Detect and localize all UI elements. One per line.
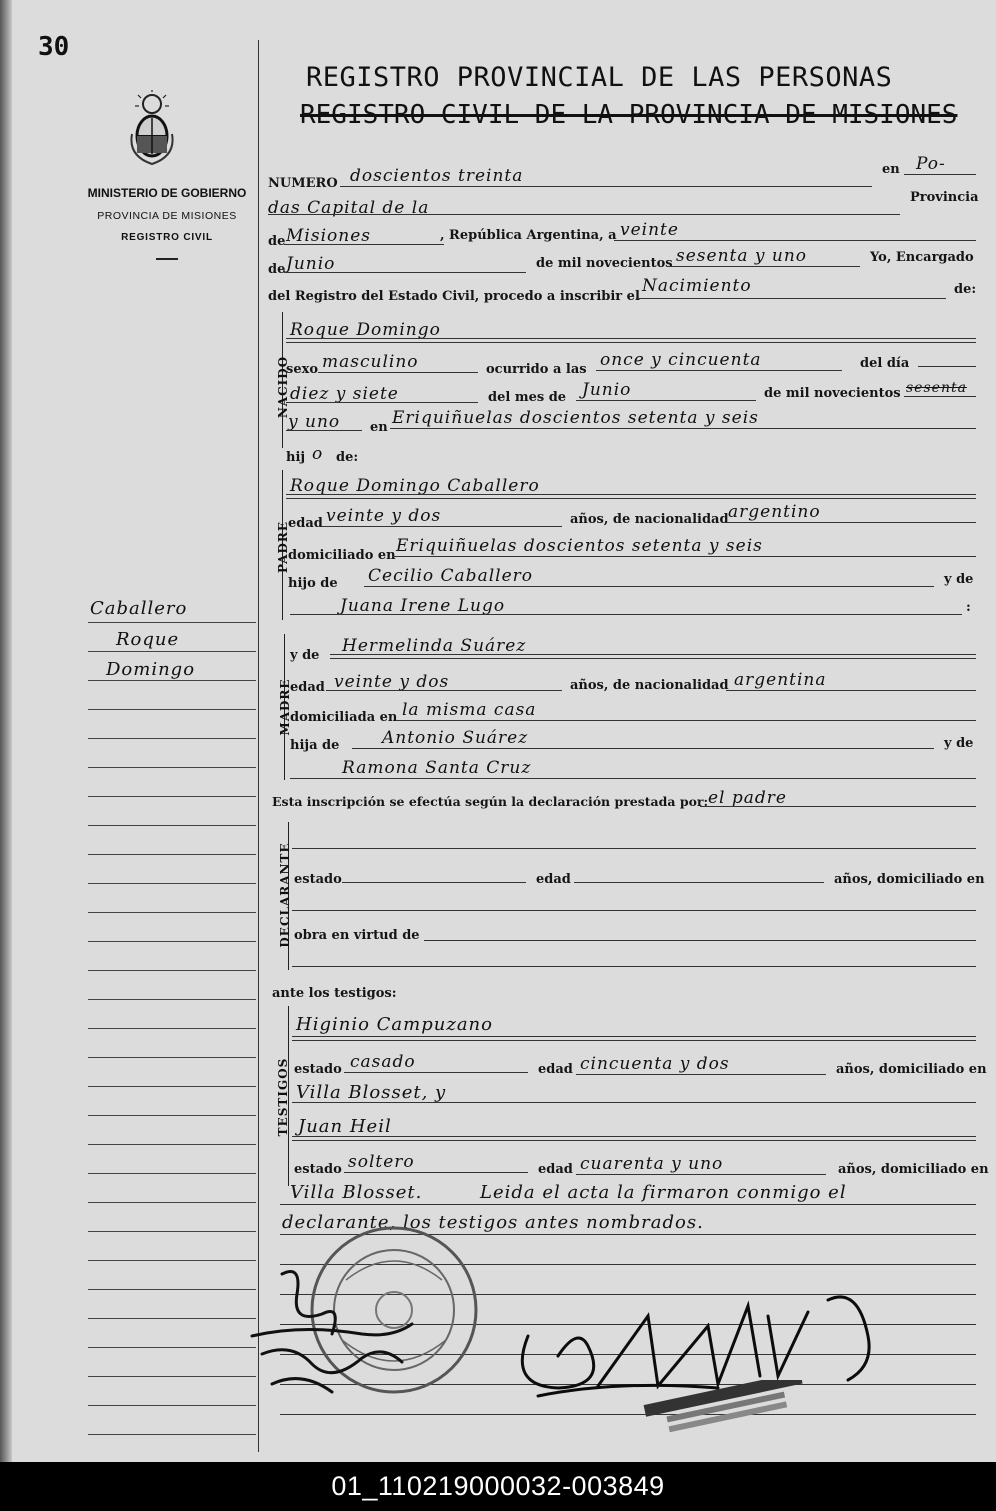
- ministry-name: MINISTERIO DE GOBIERNO: [87, 186, 247, 200]
- birth-year-line: [904, 396, 976, 397]
- margin-ledger-line: [88, 912, 256, 913]
- father-name-line2: [286, 498, 976, 499]
- sexo-label: sexo: [286, 362, 319, 377]
- year-line: [670, 266, 860, 267]
- coat-of-arms-icon: [126, 90, 178, 170]
- mother-name-line: [330, 654, 976, 655]
- hijo-de-label: de:: [336, 450, 359, 465]
- encargado-label: Yo, Encargado: [870, 250, 974, 265]
- closing-text: Leida el acta la firmaron conmigo el: [480, 1182, 847, 1203]
- child-name: Roque Domingo: [290, 320, 441, 340]
- child-name-line: [286, 338, 976, 339]
- margin-ledger-line: [88, 709, 256, 710]
- month-value: Junio: [286, 254, 336, 274]
- maternal-grandfather-line: [352, 748, 934, 749]
- margin-ledger-line: [88, 1173, 256, 1174]
- witness1-estado-label: estado: [294, 1062, 342, 1077]
- margin-ledger-line: [88, 767, 256, 768]
- child-name-line2: [286, 342, 976, 343]
- declarante-extra-line: [292, 966, 976, 967]
- margin-ledger-line: [88, 854, 256, 855]
- birth-month-line: [576, 400, 756, 401]
- father-domicilio-line: [392, 556, 976, 557]
- ministry-divider: [156, 258, 178, 260]
- father-nac-line: [722, 522, 976, 523]
- witness2-edad-line: [576, 1174, 826, 1175]
- act-value: Nacimiento: [642, 276, 752, 296]
- margin-ledger-line: [88, 680, 256, 681]
- margin-ledger-line: [88, 1086, 256, 1087]
- witness1-domicilio-line: [292, 1102, 976, 1103]
- mother-y-de-label2: y de: [944, 736, 974, 751]
- book-spine: [0, 0, 12, 1462]
- margin-ledger-line: [88, 651, 256, 652]
- registry-title: REGISTRO PROVINCIAL DE LAS PERSONAS: [306, 62, 893, 93]
- marginal-firstname: Roque: [116, 629, 180, 650]
- numero-line: [340, 186, 872, 187]
- margin-ledger-line: [88, 1347, 256, 1348]
- witness2-estado: soltero: [348, 1152, 415, 1172]
- witness2-edad-label: edad: [538, 1162, 573, 1177]
- marginal-surname: Caballero: [90, 598, 188, 619]
- provincia-label: Provincia: [910, 190, 979, 205]
- margin-ledger-line: [88, 1434, 256, 1435]
- margin-ledger-line: [88, 1144, 256, 1145]
- margin-ledger-line: [88, 1057, 256, 1058]
- declarante-edad-label: edad: [536, 872, 571, 887]
- declarante-section-label: DECLARANTE: [278, 842, 292, 948]
- father-y-de-label: y de: [944, 572, 974, 587]
- mother-y-de-label: y de: [290, 648, 320, 663]
- declaracion-line: [700, 806, 976, 807]
- padre-section-label: PADRE: [276, 521, 290, 573]
- mother-nac-value: argentina: [734, 670, 827, 690]
- mother-hija-de-label: hija de: [290, 738, 340, 753]
- father-edad-value: veinte y dos: [326, 506, 442, 526]
- testigos-section-label: TESTIGOS: [276, 1057, 290, 1137]
- birthplace-label: en: [370, 420, 388, 435]
- witness2-name-line: [292, 1136, 976, 1137]
- mother-edad-label: edad: [290, 680, 325, 695]
- sexo-value: masculino: [322, 352, 419, 372]
- nacido-section-label: NACIDO: [276, 355, 290, 419]
- declaracion-value: el padre: [708, 788, 787, 808]
- page-number: 30: [38, 32, 70, 62]
- mother-domicilio-line: [396, 720, 976, 721]
- margin-ledger-line: [88, 1376, 256, 1377]
- witness2-edad: cuarenta y uno: [580, 1154, 724, 1174]
- witness2-estado-line: [344, 1172, 528, 1173]
- numero-label: NUMERO: [268, 176, 338, 191]
- year-value: sesenta y uno: [676, 246, 808, 266]
- hijo-suffix: o: [312, 444, 324, 464]
- witness2-name: Juan Heil: [298, 1116, 392, 1137]
- sexo-line: [318, 372, 478, 373]
- witness2-domicilio-label: años, domiciliado en: [838, 1162, 989, 1177]
- father-hijo-de-label: hijo de: [288, 576, 338, 591]
- margin-ledger-line: [88, 1260, 256, 1261]
- declarante-domicilio-line: [292, 910, 976, 911]
- mother-domicilio-label: domiciliada en: [290, 710, 398, 725]
- margin-ledger-line: [88, 1115, 256, 1116]
- en-line: [904, 174, 976, 175]
- witness1-edad-label: edad: [538, 1062, 573, 1077]
- birth-day-line: [286, 402, 478, 403]
- father-domicilio-label: domiciliado en: [288, 548, 396, 563]
- margin-ledger-line: [88, 622, 256, 623]
- mother-nac-line: [726, 690, 976, 691]
- office-name: REGISTRO CIVIL: [121, 232, 213, 243]
- witness2-estado-label: estado: [294, 1162, 342, 1177]
- registrar-stamp-icon: [636, 1380, 816, 1436]
- birth-year-struck: sesenta: [906, 380, 967, 396]
- maternal-grandmother: Ramona Santa Cruz: [342, 758, 532, 778]
- closing-line: [280, 1204, 976, 1205]
- margin-ledger-line: [88, 999, 256, 1000]
- hijo-label: hij: [286, 450, 306, 465]
- declaracion-label: Esta inscripción se efectúa según la declaración prestada por:: [272, 794, 709, 809]
- mother-nac-label: años, de nacionalidad: [570, 678, 729, 693]
- struck-registry-title: REGISTRO CIVIL DE LA PROVINCIA DE MISIONES: [300, 100, 958, 130]
- day-of-line: [918, 366, 976, 367]
- de-label: de: [268, 234, 286, 249]
- mother-domicilio-value: la misma casa: [402, 700, 537, 720]
- province-name: PROVINCIA DE MISIONES: [97, 210, 237, 222]
- paternal-grandmother: Juana Irene Lugo: [340, 596, 506, 616]
- act-line: [636, 298, 946, 299]
- numero-value: doscientos treinta: [350, 166, 524, 186]
- birth-year-label: de mil novecientos: [764, 386, 901, 401]
- father-nac-label: años, de nacionalidad: [570, 512, 729, 527]
- day-of-label: del día: [860, 356, 910, 371]
- margin-ledger-line: [88, 1405, 256, 1406]
- mother-name-line2: [330, 658, 976, 659]
- birth-year-value: y uno: [288, 412, 341, 432]
- province-value: Misiones: [286, 226, 371, 246]
- testigos-intro-label: ante los testigos:: [272, 986, 397, 1001]
- declarante-name-line: [292, 848, 976, 849]
- margin-ledger-line: [88, 1318, 256, 1319]
- margin-ledger-line: [88, 738, 256, 739]
- witness2-domicilio: Villa Blosset.: [290, 1182, 423, 1203]
- en-label: en: [882, 162, 900, 177]
- city-line: [268, 214, 900, 215]
- witness1-estado-line: [344, 1072, 528, 1073]
- paternal-grandmother-line: [290, 614, 962, 615]
- mother-edad-line: [326, 690, 562, 691]
- father-nac-value: argentino: [728, 502, 821, 522]
- margin-separator: [258, 40, 259, 1452]
- father-name: Roque Domingo Caballero: [290, 476, 540, 496]
- witness1-edad: cincuenta y dos: [580, 1054, 730, 1074]
- month-line: [284, 272, 526, 273]
- scan-footer-id: 01_110219000032-003849: [0, 1462, 996, 1511]
- de-colon-label: de:: [954, 282, 977, 297]
- declarante-obra-label: obra en virtud de: [294, 928, 420, 943]
- hour-line: [596, 370, 842, 371]
- month-label: de: [268, 262, 286, 277]
- mother-edad-value: veinte y dos: [334, 672, 450, 692]
- father-edad-line: [322, 526, 562, 527]
- birth-year-value-line: [286, 430, 362, 431]
- declarante-domicilio-label: años, domiciliado en: [834, 872, 985, 887]
- witness-signature-icon: [242, 1254, 442, 1414]
- registro-label: del Registro del Estado Civil, procedo a inscribir el: [268, 289, 640, 304]
- hour-value: once y cincuenta: [600, 350, 762, 370]
- republica-label: , República Argentina, a: [440, 228, 617, 243]
- day-value: veinte: [620, 220, 679, 240]
- witness1-edad-line: [576, 1074, 826, 1075]
- en-value: Po-: [916, 154, 946, 174]
- margin-ledger-line: [88, 825, 256, 826]
- birth-month-value: Junio: [582, 380, 632, 400]
- witness1-name-line: [292, 1036, 976, 1037]
- closing-text-2: declarante, los testigos antes nombrados.: [282, 1212, 704, 1233]
- witness2-name-line2: [292, 1140, 976, 1141]
- paternal-grandfather-line: [364, 586, 934, 587]
- margin-ledger-line: [88, 1231, 256, 1232]
- margin-ledger-line: [88, 1028, 256, 1029]
- witness1-name-line2: [292, 1040, 976, 1041]
- birthplace-line: [390, 428, 976, 429]
- witness1-name: Higinio Campuzano: [296, 1014, 493, 1035]
- marginal-secondname: Domingo: [106, 659, 196, 680]
- declarante-edad-line: [574, 882, 824, 883]
- witness1-domicilio-label: años, domiciliado en: [836, 1062, 987, 1077]
- mother-name: Hermelinda Suárez: [342, 636, 527, 656]
- birthplace-value: Eriquiñuelas doscientos setenta y seis: [392, 408, 759, 428]
- margin-ledger-line: [88, 941, 256, 942]
- witness1-domicilio: Villa Blosset, y: [296, 1082, 447, 1103]
- margin-ledger-line: [88, 1202, 256, 1203]
- father-edad-label: edad: [288, 516, 323, 531]
- margin-ledger-line: [88, 883, 256, 884]
- day-line: [614, 240, 976, 241]
- city-value: das Capital de la: [268, 198, 430, 218]
- father-name-line: [286, 494, 976, 495]
- maternal-grandfather: Antonio Suárez: [382, 728, 529, 748]
- madre-section-label: MADRE: [278, 678, 292, 736]
- birth-day-value: diez y siete: [290, 384, 399, 404]
- paternal-grandfather: Cecilio Caballero: [368, 566, 533, 586]
- margin-ledger-line: [88, 796, 256, 797]
- hour-label: ocurrido a las: [486, 362, 587, 377]
- maternal-grandmother-line: [290, 778, 976, 779]
- father-domicilio-value: Eriquiñuelas doscientos setenta y seis: [396, 536, 763, 556]
- year-label: de mil novecientos: [536, 256, 673, 271]
- witness1-estado: casado: [350, 1052, 416, 1072]
- declarante-estado-line: [342, 882, 526, 883]
- province-line: [284, 244, 444, 245]
- margin-ledger-line: [88, 1289, 256, 1290]
- margin-ledger-line: [88, 970, 256, 971]
- father-colon: :: [966, 600, 971, 615]
- declarante-obra-line: [424, 940, 976, 941]
- declarante-estado-label: estado: [294, 872, 342, 887]
- birth-month-label: del mes de: [488, 390, 567, 405]
